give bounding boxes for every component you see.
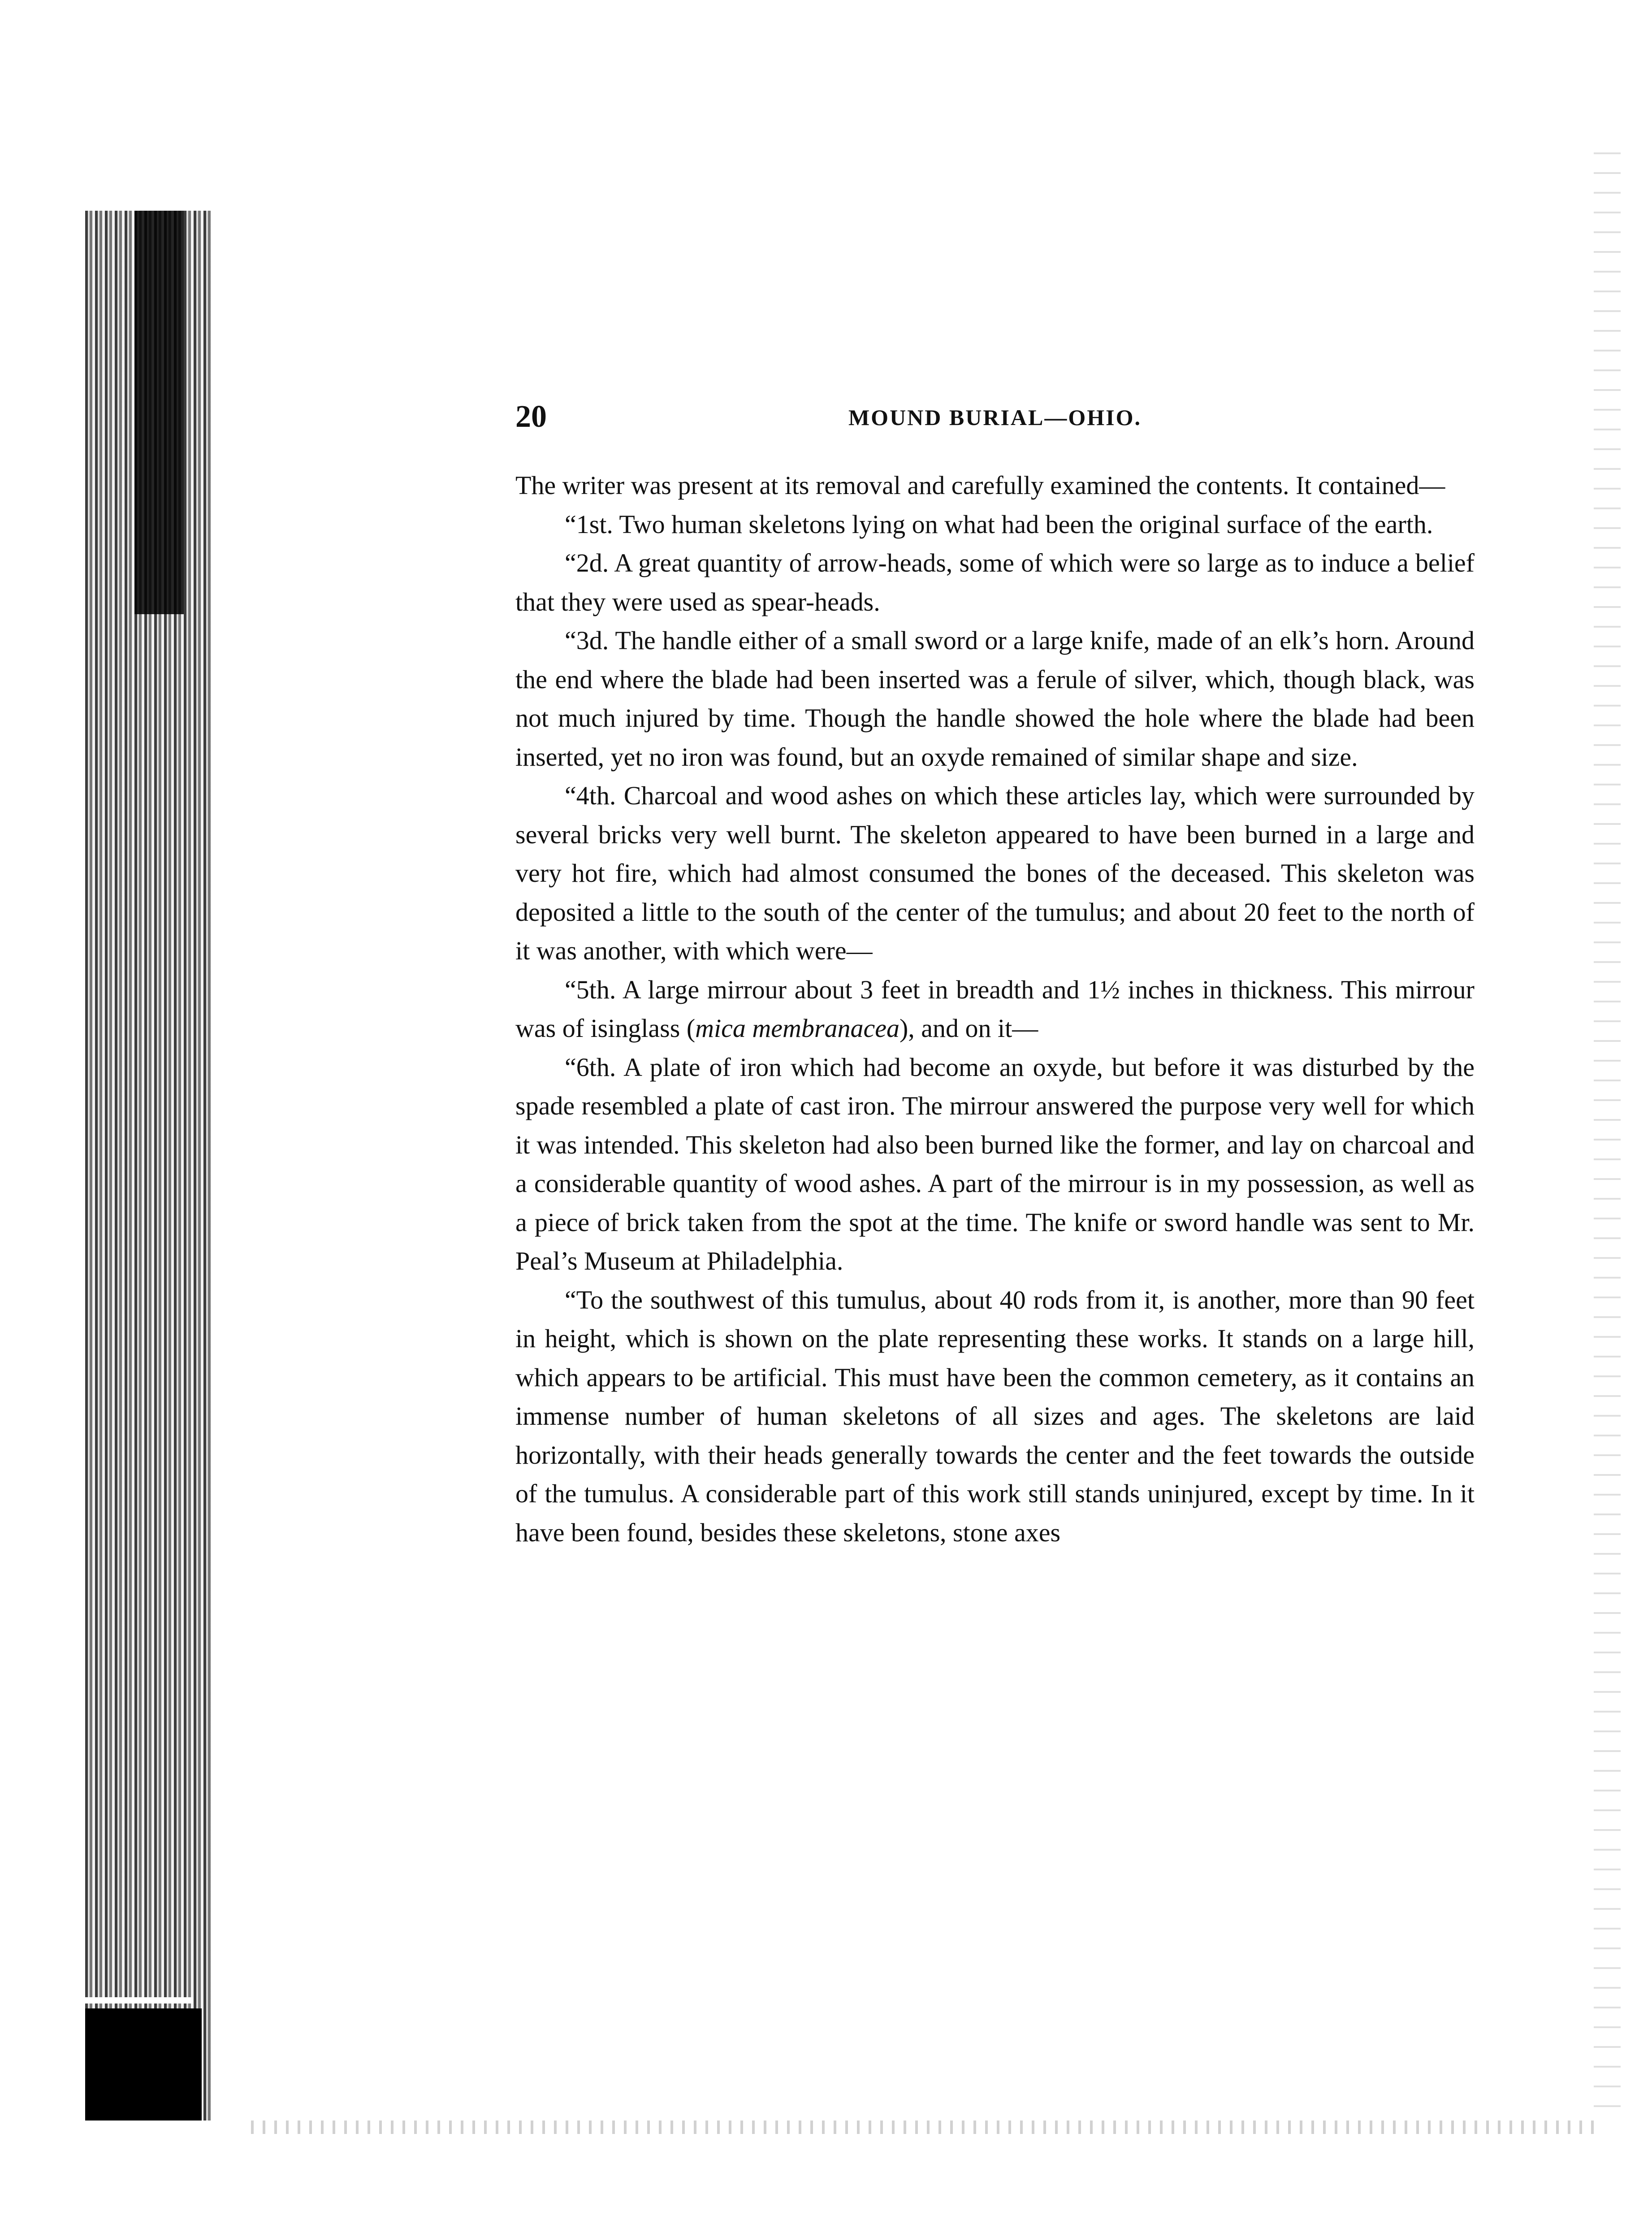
paragraph-5th-tail: ), and on it—	[899, 1014, 1038, 1043]
scanned-binding-corner	[85, 2008, 202, 2121]
paragraph-5th-italic: mica membranacea	[695, 1014, 900, 1043]
page-header	[515, 399, 1475, 444]
paragraph-item-3d: “3d. The handle either of a small sword or a large knife, made of an elk’s horn. Around the end where the blade had been inserted was a ferule of silver, which, though black, was not much injured by time. Though the handle showed the hole where the blade had been inserted, yet no iron was found, but an oxyde remained of similar shape and size.	[515, 626, 1475, 772]
scanned-binding-shadow	[134, 211, 184, 614]
paragraph-item-1st: “1st. Two human skeletons lying on what had been the original surface of the earth.	[565, 509, 1433, 539]
scanned-right-edge	[1594, 134, 1621, 2107]
paragraph-item-5th	[515, 971, 1475, 1048]
scanned-bottom-edge	[251, 2121, 1596, 2134]
page-number: 20	[515, 399, 547, 434]
paragraph-item-4th: “4th. Charcoal and wood ashes on which these articles lay, which were surrounded by several bricks very well burnt. The skeleton appeared to have been burned in a large and very hot fire, which had almost consumed the bones of the deceased. This skeleton was deposited a little to the south of the center of the tumulus; and about 20 feet to the north of it was another, with which were—	[515, 781, 1475, 965]
paragraph-item-2d: “2d. A great quantity of arrow-heads, some of which were so large as to induce a belief that they were used as spear-heads.	[515, 548, 1475, 616]
scanned-binding-gap	[85, 1997, 193, 2003]
paragraph-southwest-tumulus: “To the southwest of this tumulus, about 40 rods from it, is another, more than 90 feet in height, which is shown on the plate representing these works. It stands on a large hill, which appears to be artificial. This must have been the common cemetery, as it contains an immense number of human skeletons of all sizes and ages. The skeletons are laid horizontally, with their heads generally towards the center and the feet towards the outside of the tumulus. A considerable part of this work still stands uninjured, except by time. In it have been found, besides these skeletons, stone axes	[515, 1285, 1475, 1547]
running-head: MOUND BURIAL—OHIO.	[848, 405, 1142, 430]
body-text	[515, 466, 1475, 1552]
paragraph-continuation: The writer was present at its removal and carefully examined the contents. It contained—	[515, 471, 1445, 500]
paragraph-5th-text: “5th. A large mirrour about 3 feet in breadth and 1½ inches in thickness. This mirrour was of isinglass (	[515, 975, 1475, 1043]
paragraph-item-6th: “6th. A plate of iron which had become an oxyde, but before it was disturbed by the spade resembled a plate of cast iron. The mirrour answered the purpose very well for which it was intended. This skeleton had also been burned like the former, and lay on charcoal and a considerable quantity of wood ashes. A part of the mirrour is in my possession, as well as a piece of brick taken from the spot at the time. The knife or sword handle was sent to Mr. Peal’s Museum at Philadelphia.	[515, 1052, 1475, 1275]
